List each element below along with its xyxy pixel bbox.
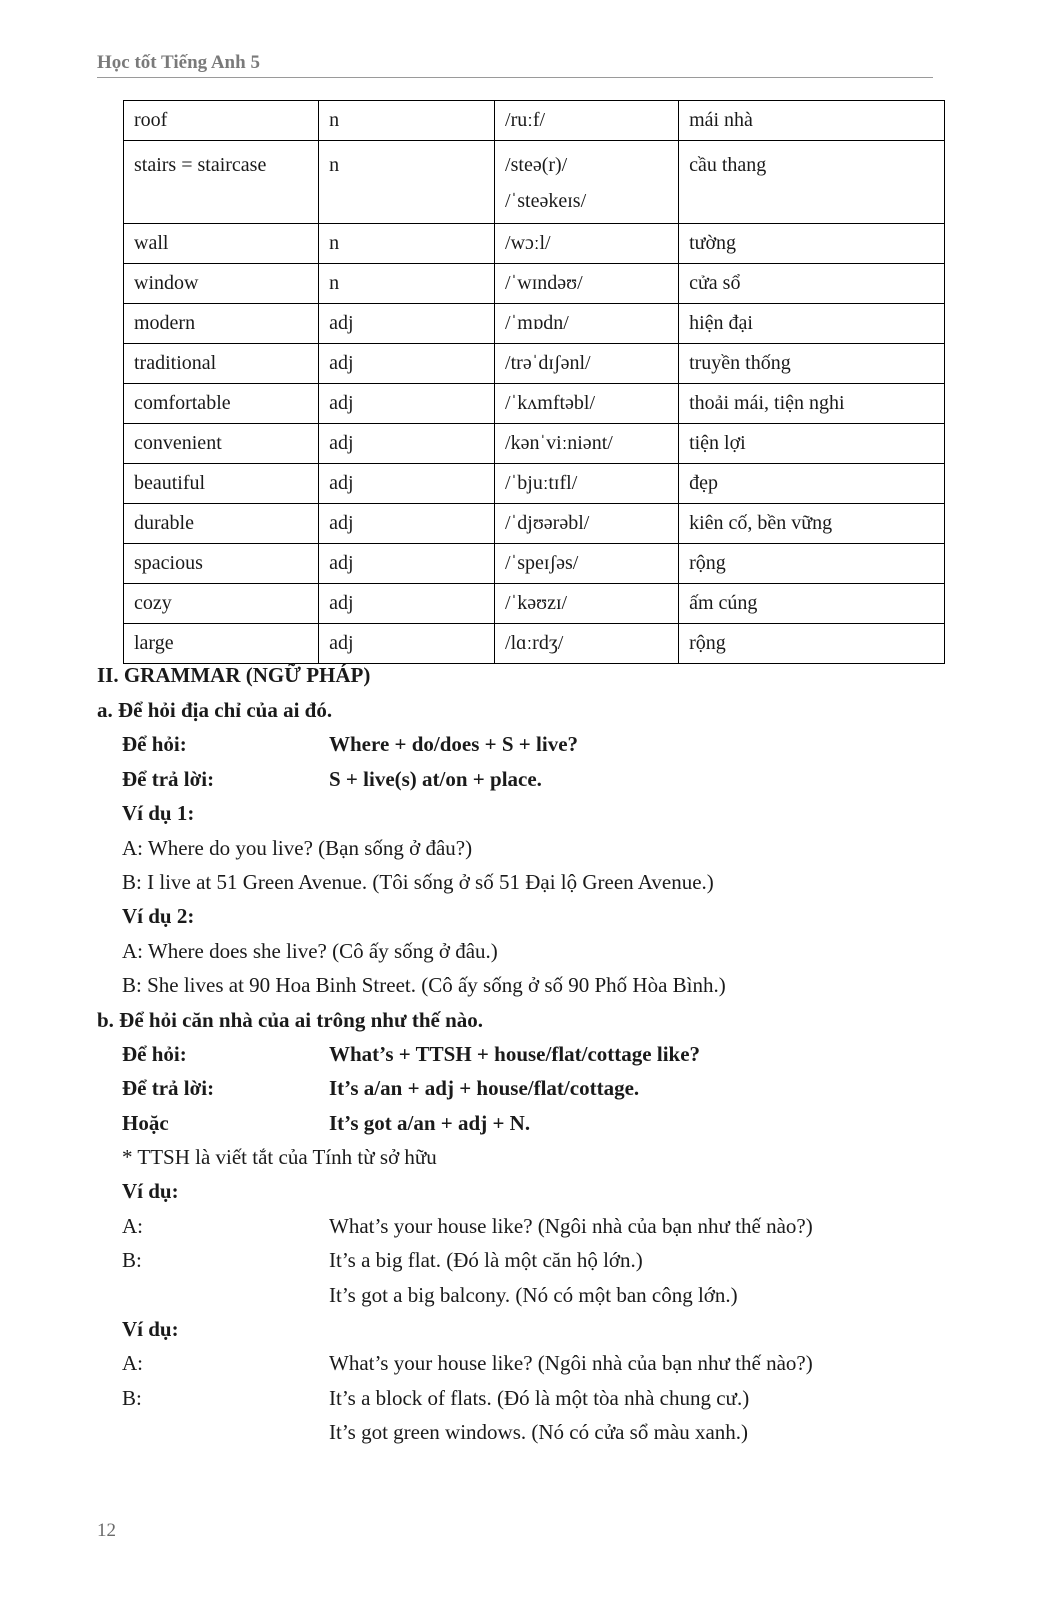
vocab-part-of-speech: adj	[319, 304, 495, 344]
b-example1-a-label: A:	[122, 1214, 143, 1238]
vocab-word: beautiful	[124, 464, 319, 504]
a-example2-label: Ví dụ 2:	[122, 904, 195, 928]
vocab-part-of-speech: adj	[319, 464, 495, 504]
vocab-pronunciation: /lɑːrdʒ/	[495, 624, 679, 664]
vocab-meaning: rộng	[679, 624, 945, 664]
b-example1-b-label: B:	[122, 1248, 142, 1272]
book-title: Học tốt Tiếng Anh 5	[97, 52, 260, 73]
vocab-row	[124, 424, 945, 464]
vocab-word: spacious	[124, 544, 319, 584]
vocab-pronunciation: /ˈwɪndəʊ/	[495, 264, 679, 304]
b-note: * TTSH là viết tắt của Tính từ sở hữu	[122, 1145, 437, 1169]
vocab-word: large	[124, 624, 319, 664]
vocab-part-of-speech: adj	[319, 584, 495, 624]
vocab-part-of-speech: adj	[319, 544, 495, 584]
b-ask-structure: What’s + TTSH + house/flat/cottage like?	[329, 1042, 701, 1066]
vocab-part-of-speech: adj	[319, 344, 495, 384]
b-or-label: Hoặc	[122, 1111, 169, 1135]
b-example1-b1: It’s a big flat. (Đó là một căn hộ lớn.)	[329, 1248, 643, 1272]
vocab-row	[124, 101, 945, 141]
vocabulary-table	[123, 100, 945, 664]
vocab-part-of-speech: n	[319, 264, 495, 304]
vocab-pronunciation: /ˈmɒdn/	[495, 304, 679, 344]
vocab-pronunciation: /ˈdjʊərəbl/	[495, 504, 679, 544]
vocab-word: modern	[124, 304, 319, 344]
page-number: 12	[97, 1520, 116, 1541]
vocab-pronunciation: /wɔːl/	[495, 224, 679, 264]
vocab-pronunciation: /ˈspeɪʃəs/	[495, 544, 679, 584]
a-example1-label: Ví dụ 1:	[122, 801, 195, 825]
grammar-heading: II. GRAMMAR (NGỮ PHÁP)	[97, 663, 371, 687]
vocab-pronunciation: /ˈkʌmftəbl/	[495, 384, 679, 424]
vocab-row	[124, 264, 945, 304]
vocab-meaning: kiên cố, bền vững	[679, 504, 945, 544]
a-ask-structure: Where + do/does + S + live?	[329, 732, 579, 756]
b-example1-b2: It’s got a big balcony. (Nó có một ban công lớn.)	[329, 1283, 738, 1307]
vocab-meaning: đẹp	[679, 464, 945, 504]
vocab-word: roof	[124, 101, 319, 141]
b-example1-a: What’s your house like? (Ngôi nhà của bạn như thế nào?)	[329, 1214, 813, 1238]
vocab-pronunciation: /kənˈviːniənt/	[495, 424, 679, 464]
vocab-row	[124, 624, 945, 664]
vocab-row	[124, 141, 945, 224]
vocab-meaning: rộng	[679, 544, 945, 584]
vocab-word: cozy	[124, 584, 319, 624]
vocab-row	[124, 584, 945, 624]
vocab-meaning: ấm cúng	[679, 584, 945, 624]
b-example2-label: Ví dụ:	[122, 1317, 179, 1341]
vocab-pronunciation: /trəˈdɪʃənl/	[495, 344, 679, 384]
vocab-row	[124, 344, 945, 384]
b-example2-b1: It’s a block of flats. (Đó là một tòa nhà chung cư.)	[329, 1386, 750, 1410]
vocab-meaning: tường	[679, 224, 945, 264]
vocab-meaning: thoải mái, tiện nghi	[679, 384, 945, 424]
vocab-meaning: hiện đại	[679, 304, 945, 344]
vocab-row	[124, 544, 945, 584]
a-example2-a: A: Where does she live? (Cô ấy sống ở đâu.)	[122, 939, 498, 963]
vocab-meaning: truyền thống	[679, 344, 945, 384]
vocab-part-of-speech: adj	[319, 504, 495, 544]
vocab-part-of-speech: adj	[319, 384, 495, 424]
a-example1-b: B: I live at 51 Green Avenue. (Tôi sống ở số 51 Đại lộ Green Avenue.)	[122, 870, 714, 894]
vocab-word: wall	[124, 224, 319, 264]
vocab-row	[124, 464, 945, 504]
vocab-meaning: cửa sổ	[679, 264, 945, 304]
vocab-word: traditional	[124, 344, 319, 384]
a-example1-a: A: Where do you live? (Bạn sống ở đâu?)	[122, 836, 473, 860]
vocab-word: durable	[124, 504, 319, 544]
b-answer-label: Để trả lời:	[122, 1076, 215, 1100]
vocab-part-of-speech: n	[319, 101, 495, 141]
section-a-title: a. Để hỏi địa chỉ của ai đó.	[97, 698, 333, 722]
vocab-pronunciation: /steə(r)/ /ˈsteəkeɪs/	[495, 141, 679, 224]
vocab-row	[124, 304, 945, 344]
b-example1-label: Ví dụ:	[122, 1179, 179, 1203]
vocab-part-of-speech: n	[319, 141, 495, 224]
b-example2-a: What’s your house like? (Ngôi nhà của bạn như thế nào?)	[329, 1351, 813, 1375]
b-example2-a-label: A:	[122, 1351, 143, 1375]
vocab-pronunciation: /ˈbjuːtɪfl/	[495, 464, 679, 504]
b-answer-structure: It’s a/an + adj + house/flat/cottage.	[329, 1076, 640, 1100]
vocab-row	[124, 384, 945, 424]
b-example2-b-label: B:	[122, 1386, 142, 1410]
vocab-part-of-speech: adj	[319, 624, 495, 664]
vocab-row	[124, 504, 945, 544]
vocab-meaning: mái nhà	[679, 101, 945, 141]
vocab-word: comfortable	[124, 384, 319, 424]
vocab-word: window	[124, 264, 319, 304]
a-ask-label: Để hỏi:	[122, 732, 187, 756]
vocab-pronunciation: /ˈkəʊzɪ/	[495, 584, 679, 624]
vocab-word: convenient	[124, 424, 319, 464]
b-example2-b2: It’s got green windows. (Nó có cửa sổ màu xanh.)	[329, 1420, 749, 1444]
vocab-meaning: tiện lợi	[679, 424, 945, 464]
b-ask-label: Để hỏi:	[122, 1042, 187, 1066]
running-header	[97, 52, 933, 78]
a-answer-label: Để trả lời:	[122, 767, 215, 791]
vocab-part-of-speech: n	[319, 224, 495, 264]
vocab-meaning: cầu thang	[679, 141, 945, 224]
a-example2-b: B: She lives at 90 Hoa Binh Street. (Cô ấy sống ở số 90 Phố Hòa Bình.)	[122, 973, 726, 997]
vocab-word: stairs = staircase	[124, 141, 319, 224]
b-or-structure: It’s got a/an + adj + N.	[329, 1111, 531, 1135]
vocab-part-of-speech: adj	[319, 424, 495, 464]
vocab-row	[124, 224, 945, 264]
section-b-title: b. Để hỏi căn nhà của ai trông như thế nào.	[97, 1008, 483, 1032]
a-answer-structure: S + live(s) at/on + place.	[329, 767, 542, 791]
vocab-pronunciation: /ruːf/	[495, 101, 679, 141]
